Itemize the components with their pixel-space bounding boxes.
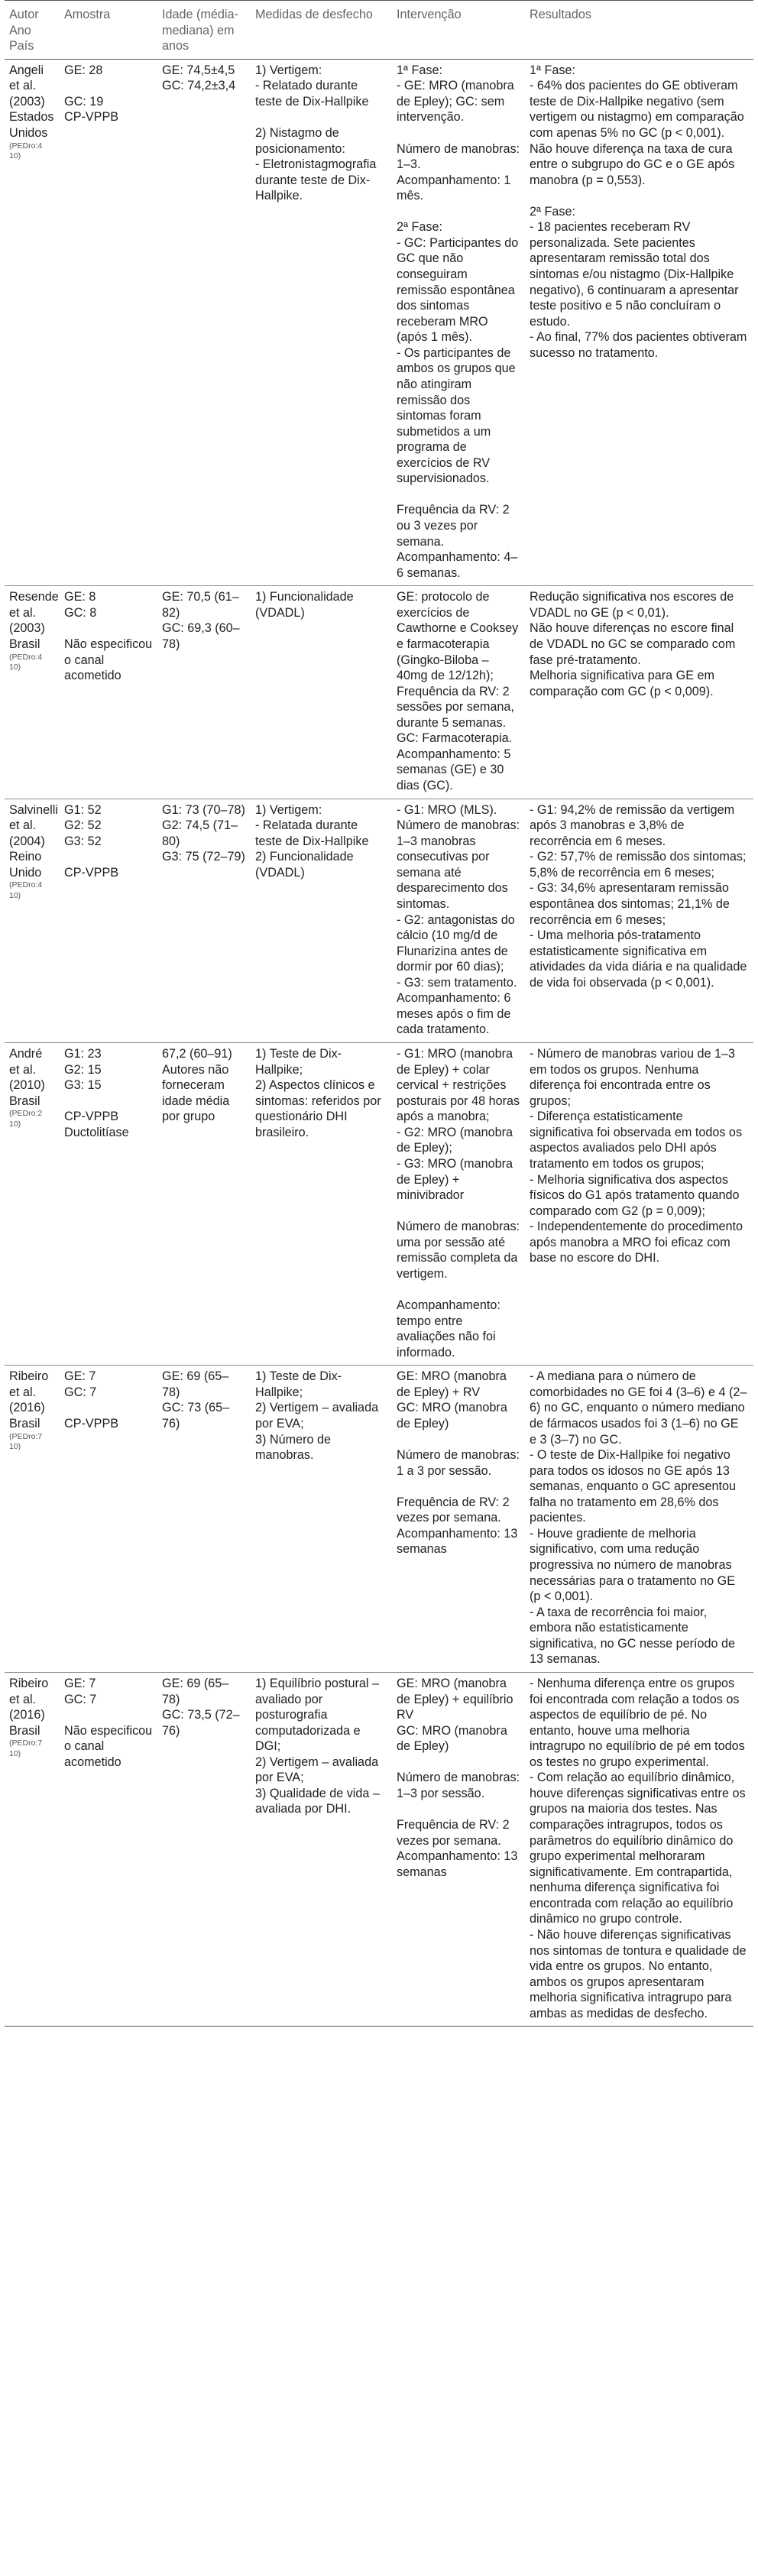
outcomes-line: 1) Vertigem: bbox=[255, 802, 322, 817]
cell-results bbox=[525, 59, 753, 586]
intervention-line bbox=[397, 487, 520, 503]
cell-author bbox=[5, 59, 60, 586]
header-author-line: Autor bbox=[9, 8, 39, 21]
sample-line: G3: 52 bbox=[64, 834, 102, 848]
intervention-line: Frequência da RV: 2 ou 3 vezes por semana. bbox=[397, 503, 510, 549]
cell-outcomes bbox=[251, 1366, 392, 1673]
cell-outcomes bbox=[251, 586, 392, 799]
sample-line: GE: 7 bbox=[64, 1676, 96, 1690]
header-author bbox=[5, 1, 60, 60]
author-line: Brasil bbox=[9, 1094, 40, 1108]
intervention-line: 1ª Fase: bbox=[397, 63, 442, 77]
intervention-line: Frequência da RV: 2 sessões por semana, durante 5 semanas. bbox=[397, 684, 514, 730]
header-sample: Amostra bbox=[60, 1, 157, 60]
cell-sample bbox=[60, 1043, 157, 1366]
author-line: Brasil bbox=[9, 1723, 40, 1738]
sample-line bbox=[64, 78, 153, 94]
author-line: (2010) bbox=[9, 1078, 45, 1093]
cell-sample bbox=[60, 1366, 157, 1673]
results-line: - Uma melhoria pós-tratamento estatisticamente significativa em atividades da vida diária e na qualidade de vida foi observada (p < 0,001). bbox=[530, 928, 747, 990]
results-line: 2ª Fase: bbox=[530, 204, 575, 219]
results-line: Melhoria significativa para GE em comparação com GC (p < 0,009). bbox=[530, 669, 715, 698]
header-row bbox=[5, 1, 753, 60]
cell-intervention bbox=[392, 1672, 525, 2026]
table-row bbox=[5, 799, 753, 1042]
cell-age bbox=[157, 1672, 251, 2026]
intervention-line: Acompanhamento: 4–6 semanas. bbox=[397, 550, 518, 580]
table-row bbox=[5, 1366, 753, 1673]
outcomes-line: 2) Vertigem – avaliada por EVA; bbox=[255, 1755, 379, 1785]
intervention-line: Acompanhamento: 5 semanas (GE) e 30 dias (GC). bbox=[397, 747, 511, 792]
sample-line: G1: 52 bbox=[64, 802, 102, 817]
sample-line: GC: 8 bbox=[64, 605, 97, 620]
cell-results bbox=[525, 1672, 753, 2026]
sample-line bbox=[64, 1094, 153, 1110]
sample-line: G2: 15 bbox=[64, 1062, 102, 1077]
intervention-line: Acompanhamento: tempo entre avaliações não foi informado. bbox=[397, 1298, 500, 1359]
cell-sample bbox=[60, 59, 157, 586]
intervention-line: Acompanhamento: 13 semanas bbox=[397, 1526, 518, 1557]
intervention-line: Frequência de RV: 2 vezes por semana. bbox=[397, 1818, 510, 1848]
author-line: Resende et al. bbox=[9, 590, 59, 620]
cell-age bbox=[157, 1043, 251, 1366]
outcomes-line: 1) Teste de Dix-Hallpike; bbox=[255, 1047, 342, 1077]
age-line: G1: 73 (70–78) bbox=[162, 802, 245, 817]
results-line: - 18 pacientes receberam RV personalizada. Sete pacientes apresentaram remissão total dos sintomas e/ou nistagmo (Dix-Hallpike negativo), 6 continuaram a apresentar teste positivo e 5 não concluíram o estudo. bbox=[530, 220, 739, 329]
intervention-line bbox=[397, 1755, 520, 1771]
header-results: Resultados bbox=[525, 1, 753, 60]
intervention-line bbox=[397, 204, 520, 220]
intervention-line: - G2: MRO (manobra de Epley); bbox=[397, 1125, 513, 1155]
cell-author bbox=[5, 1672, 60, 2026]
intervention-line: - G3: MRO (manobra de Epley) + minivibrador bbox=[397, 1156, 513, 1203]
intervention-line: GE: MRO (manobra de Epley) + equilíbrio RV bbox=[397, 1676, 513, 1722]
pedro-score: (PEDro:4 10) bbox=[9, 652, 43, 672]
author-line: Brasil bbox=[9, 637, 40, 651]
results-line: - 64% dos pacientes do GE obtiveram teste de Dix-Hallpike negativo (sem vertigem ou nistagmo) em comparação com apenas 5% no GC (p < 0,001). Não houve diferença na taxa de cura entre o subgrupo do GC e o GE após manobra (p = 0,553). bbox=[530, 79, 744, 187]
pedro-score: (PEDro:2 10) bbox=[9, 1109, 43, 1129]
cell-outcomes bbox=[251, 1672, 392, 2026]
intervention-line: - GE: MRO (manobra de Epley); GC: sem intervenção. bbox=[397, 79, 514, 125]
intervention-line: - Os participantes de ambos os grupos que não atingiram remissão dos sintomas foram submetidos a um programa de exercícios de RV supervisionados. bbox=[397, 345, 516, 486]
header-author-line: Ano bbox=[9, 23, 31, 37]
age-line: GE: 74,5±4,5 bbox=[162, 63, 235, 77]
intervention-line: Frequência de RV: 2 vezes por semana. bbox=[397, 1495, 510, 1525]
results-line: - Ao final, 77% dos pacientes obtiveram sucesso no tratamento. bbox=[530, 330, 747, 360]
table-row bbox=[5, 1043, 753, 1366]
results-line: - Melhoria significativa dos aspectos físicos do G1 após tratamento quando comparado com G2 (p = 0,009); bbox=[530, 1172, 740, 1218]
results-line: - Número de manobras variou de 1–3 em todos os grupos. Nenhuma diferença foi encontrada entre os grupos; bbox=[530, 1047, 736, 1108]
author-line: (2003) bbox=[9, 94, 45, 109]
outcomes-line: 1) Equilíbrio postural – avaliado por posturografia computadorizada e DGI; bbox=[255, 1676, 379, 1754]
author-line: André et al. bbox=[9, 1047, 43, 1077]
sample-line bbox=[64, 621, 153, 637]
author-line: Estados Unidos bbox=[9, 110, 54, 140]
intervention-line bbox=[397, 1204, 520, 1220]
cell-outcomes bbox=[251, 1043, 392, 1366]
cell-age bbox=[157, 1366, 251, 1673]
author-line: Ribeiro et al. bbox=[9, 1676, 49, 1706]
header-outcomes: Medidas de desfecho bbox=[251, 1, 392, 60]
author-line: (2016) bbox=[9, 1401, 45, 1415]
age-line: GC: 73,5 (72–76) bbox=[162, 1708, 240, 1738]
table-row bbox=[5, 1672, 753, 2026]
cell-results bbox=[525, 586, 753, 799]
sample-line: GC: 19 bbox=[64, 94, 104, 109]
intervention-line: GE: MRO (manobra de Epley) + RV bbox=[397, 1369, 507, 1399]
cell-author bbox=[5, 1366, 60, 1673]
results-line: - Houve gradiente de melhoria significativo, com uma redução progressiva no número de manobras necessárias para o tratamento no GE (p < 0,001). bbox=[530, 1526, 736, 1604]
age-line: Autores não forneceram idade média por grupo bbox=[162, 1062, 230, 1124]
cell-intervention bbox=[392, 586, 525, 799]
cell-outcomes bbox=[251, 799, 392, 1042]
sample-line: Não especificou o canal acometido bbox=[64, 637, 153, 683]
intervention-line: Número de manobras: 1–3 por sessão. bbox=[397, 1771, 520, 1800]
cell-author bbox=[5, 799, 60, 1042]
outcomes-line: - Relatado durante teste de Dix-Hallpike bbox=[255, 79, 369, 109]
cell-results bbox=[525, 1366, 753, 1673]
pedro-score: (PEDro:4 10) bbox=[9, 141, 43, 161]
outcomes-line: 2) Nistagmo de posicionamento: bbox=[255, 125, 345, 156]
results-line: - Com relação ao equilíbrio dinâmico, houve diferenças significativas entre os grupos na maioria dos testes. Nas comparações intragrupos, todos os parâmetros do equilíbrio dinâmico do grupo experimental melhoraram significativamente. Em contrapartida, nenhuma diferença significativa foi encontrada com relação ao equilíbrio dinâmico no grupo controle. bbox=[530, 1771, 746, 1926]
table-body bbox=[5, 59, 753, 2027]
results-line: - O teste de Dix-Hallpike foi negativo para todos os idosos no GE após 13 semanas, enquanto o GC apresentou falha no tratamento em 28,6% dos pacientes. bbox=[530, 1448, 736, 1525]
cell-results bbox=[525, 1043, 753, 1366]
cell-intervention bbox=[392, 1366, 525, 1673]
age-line: 67,2 (60–91) bbox=[162, 1047, 232, 1061]
author-line: Brasil bbox=[9, 1416, 40, 1431]
results-line: Não houve diferenças no escore final de VDADL no GC se comparado com fase pré-tratamento. bbox=[530, 621, 736, 667]
intervention-line: - G3: sem tratamento. bbox=[397, 975, 517, 990]
intervention-line: GC: MRO (manobra de Epley) bbox=[397, 1401, 507, 1431]
author-line: Angeli et al. bbox=[9, 63, 44, 93]
author-line: Reino Unido bbox=[9, 850, 42, 880]
age-line: GC: 73 (65–76) bbox=[162, 1401, 230, 1431]
cell-age bbox=[157, 586, 251, 799]
age-line: GE: 69 (65–78) bbox=[162, 1676, 229, 1706]
author-line: (2004) bbox=[9, 834, 45, 848]
intervention-line: - G1: MRO (MLS). bbox=[397, 802, 497, 817]
cell-age bbox=[157, 59, 251, 586]
intervention-line: Acompanhamento: 1 mês. bbox=[397, 173, 511, 203]
sample-line: Ductolitíase bbox=[64, 1125, 129, 1139]
sample-line: GE: 7 bbox=[64, 1369, 96, 1384]
age-line: G2: 74,5 (71–80) bbox=[162, 818, 238, 848]
intervention-line: GE: protocolo de exercícios de Cawthorne e Cooksey e farmacoterapia (Gingko-Biloba – 40mg de 12/12h); bbox=[397, 590, 519, 683]
outcomes-line: 2) Aspectos clínicos e sintomas: referidos por questionário DHI brasileiro. bbox=[255, 1078, 381, 1139]
cell-results bbox=[525, 799, 753, 1042]
outcomes-line: 1) Teste de Dix-Hallpike; bbox=[255, 1369, 342, 1399]
results-line: - G2: 57,7% de remissão dos sintomas; 5,8% de recorrência em 6 meses; bbox=[530, 850, 747, 880]
header-author-line: País bbox=[9, 39, 34, 53]
sample-line: GE: 8 bbox=[64, 590, 96, 604]
results-line: Redução significativa nos escores de VDADL no GE (p < 0,01). bbox=[530, 590, 734, 620]
sample-line: GE: 28 bbox=[64, 63, 103, 77]
age-line: G3: 75 (72–79) bbox=[162, 850, 245, 864]
results-line: - Independentemente do procedimento após manobra a MRO foi eficaz com base no escore do DHI. bbox=[530, 1220, 743, 1265]
intervention-line: Número de manobras: 1–3 manobras consecutivas por semana até desparecimento dos sintomas. bbox=[397, 818, 520, 911]
sample-line: G1: 23 bbox=[64, 1047, 102, 1061]
intervention-line: 2ª Fase: bbox=[397, 220, 442, 235]
header-intervention: Intervenção bbox=[392, 1, 525, 60]
pedro-score: (PEDro:7 10) bbox=[9, 1738, 43, 1758]
table-row bbox=[5, 59, 753, 586]
results-line: 1ª Fase: bbox=[530, 63, 575, 77]
sample-line: GC: 7 bbox=[64, 1692, 97, 1706]
pedro-score: (PEDro:4 10) bbox=[9, 880, 43, 901]
outcomes-line: 2) Vertigem – avaliada por EVA; bbox=[255, 1401, 379, 1431]
cell-sample bbox=[60, 1672, 157, 2026]
intervention-line: Número de manobras: 1–3. bbox=[397, 141, 520, 172]
sample-line: CP-VPPB bbox=[64, 110, 119, 125]
sample-line: G2: 52 bbox=[64, 818, 102, 833]
age-line: GC: 69,3 (60–78) bbox=[162, 621, 240, 651]
author-line: Ribeiro et al. bbox=[9, 1369, 49, 1399]
author-line: (2003) bbox=[9, 621, 45, 636]
outcomes-line: 1) Funcionalidade (VDADL) bbox=[255, 590, 354, 620]
intervention-line: GC: MRO (manobra de Epley) bbox=[397, 1723, 507, 1754]
sample-line: GC: 7 bbox=[64, 1385, 97, 1399]
table-row bbox=[5, 586, 753, 799]
results-line bbox=[530, 188, 749, 204]
results-line: - Nenhuma diferença entre os grupos foi encontrada com relação a todos os aspectos de equilíbrio de pé. No entanto, houve uma melhoria intragrupo no equilíbrio de pé em todos os testes no grupo experimental. bbox=[530, 1676, 745, 1769]
outcomes-line: - Eletronistagmografia durante teste de Dix-Hallpike. bbox=[255, 157, 377, 203]
intervention-line: Acompanhamento: 6 meses após o fim de cada tratamento. bbox=[397, 991, 511, 1037]
cell-author bbox=[5, 586, 60, 799]
intervention-line: - G1: MRO (manobra de Epley) + colar cervical + restrições posturais por 48 horas após a manobra; bbox=[397, 1047, 520, 1124]
results-line: - A mediana para o número de comorbidades no GE foi 4 (3–6) e 4 (2–6) no GC, enquanto o número mediano de fármacos usados foi 3 (1–6) no GE e 3 (3–7) no GC. bbox=[530, 1369, 747, 1447]
sample-line: G3: 15 bbox=[64, 1078, 102, 1093]
sample-line bbox=[64, 849, 153, 865]
results-line: - Diferença estatisticamente significativa foi observada em todos os aspectos avaliados pelo DHI após tratamento em todos os grupos; bbox=[530, 1110, 743, 1171]
author-line: (2016) bbox=[9, 1708, 45, 1722]
outcomes-line: 2) Funcionalidade (VDADL) bbox=[255, 850, 354, 880]
sample-line: Não especificou o canal acometido bbox=[64, 1723, 153, 1769]
outcomes-line: 1) Vertigem: bbox=[255, 63, 322, 77]
cell-outcomes bbox=[251, 59, 392, 586]
sample-line bbox=[64, 1400, 153, 1416]
intervention-line bbox=[397, 1479, 520, 1495]
cell-intervention bbox=[392, 1043, 525, 1366]
cell-intervention bbox=[392, 59, 525, 586]
results-line: - Não houve diferenças significativas nos sintomas de tontura e qualidade de vida entre os grupos. No entanto, ambos os grupos apresentaram melhoria significativa intragrupo para ambas as medidas de desfecho. bbox=[530, 1927, 747, 2020]
outcomes-line: 3) Número de manobras. bbox=[255, 1432, 331, 1463]
age-line: GE: 69 (65–78) bbox=[162, 1369, 229, 1399]
cell-sample bbox=[60, 586, 157, 799]
sample-line: CP-VPPB bbox=[64, 1110, 119, 1124]
cell-age bbox=[157, 799, 251, 1042]
intervention-line: Acompanhamento: 13 semanas bbox=[397, 1849, 518, 1879]
intervention-line bbox=[397, 1801, 520, 1817]
results-line: - G3: 34,6% apresentaram remissão espontânea dos sintomas; 21,1% de recorrência em 6 meses; bbox=[530, 881, 730, 927]
intervention-line: Número de manobras: 1 a 3 por sessão. bbox=[397, 1448, 520, 1478]
header-age: Idade (média-mediana) em anos bbox=[157, 1, 251, 60]
intervention-line: - GC: Participantes do GC que não conseguiram remissão espontânea dos sintomas receberam MRO (após 1 mês). bbox=[397, 235, 519, 345]
intervention-line bbox=[397, 125, 520, 141]
outcomes-line: - Relatada durante teste de Dix-Hallpike bbox=[255, 818, 369, 848]
sample-line bbox=[64, 1707, 153, 1723]
intervention-line bbox=[397, 1282, 520, 1298]
cell-sample bbox=[60, 799, 157, 1042]
results-line: - G1: 94,2% de remissão da vertigem após 3 manobras e 3,8% de recorrência em 6 meses. bbox=[530, 802, 735, 848]
intervention-line: Número de manobras: uma por sessão até remissão completa da vertigem. bbox=[397, 1220, 520, 1281]
sample-line: CP-VPPB bbox=[64, 1416, 119, 1431]
results-line: - A taxa de recorrência foi maior, embora não estatisticamente significativa, no GC nesse período de 13 semanas. bbox=[530, 1605, 736, 1667]
pedro-score: (PEDro:7 10) bbox=[9, 1431, 43, 1452]
age-line: GE: 70,5 (61–82) bbox=[162, 590, 239, 620]
cell-author bbox=[5, 1043, 60, 1366]
outcomes-line: 3) Qualidade de vida – avaliada por DHI. bbox=[255, 1786, 380, 1816]
outcomes-line bbox=[255, 109, 387, 125]
author-line: Salvinelli et al. bbox=[9, 802, 58, 833]
studies-table bbox=[5, 0, 753, 2027]
intervention-line: GC: Farmacoterapia. bbox=[397, 731, 513, 746]
intervention-line: - G2: antagonistas do cálcio (10 mg/d de Flunarizina antes de dormir por 60 dias); bbox=[397, 912, 515, 974]
cell-intervention bbox=[392, 799, 525, 1042]
sample-line: CP-VPPB bbox=[64, 865, 119, 880]
age-line: GC: 74,2±3,4 bbox=[162, 79, 236, 93]
intervention-line bbox=[397, 1432, 520, 1448]
